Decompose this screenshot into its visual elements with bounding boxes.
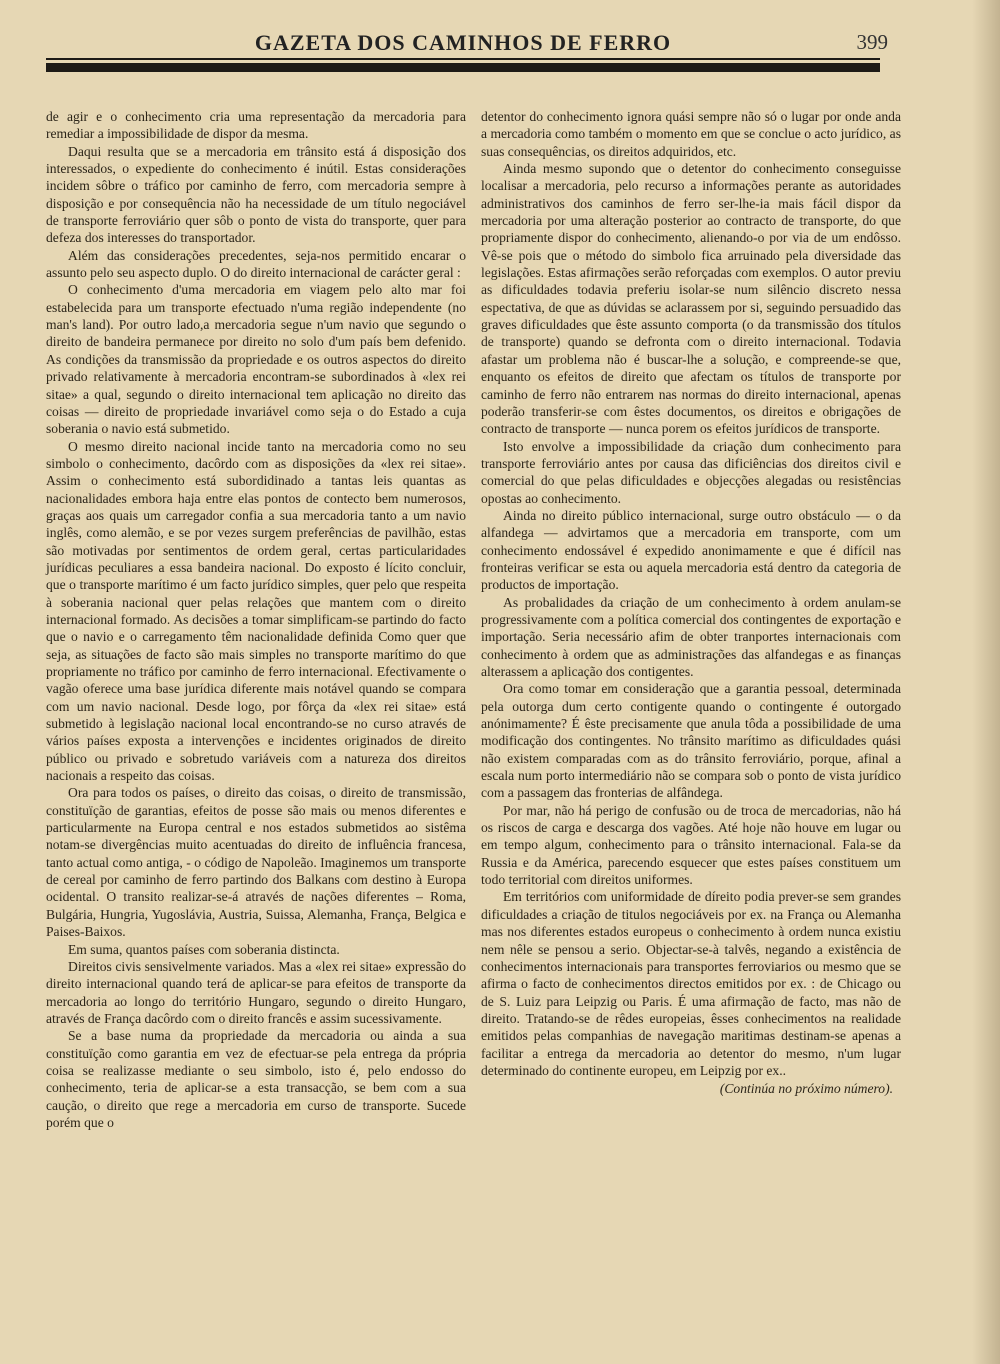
paragraph: de agir e o conhecimento cria uma representação da mercadoria para remediar a impossibilidade de dispor da mesma. (46, 109, 466, 142)
paragraph: Em suma, quantos países com soberania distincta. (68, 941, 340, 957)
right-column (481, 108, 901, 1098)
paragraph: Daqui resulta que se a mercadoria em trânsito está á disposição dos interessados, o expediente do conhecimento é inútil. Estas considerações incidem sôbre o tráfico por caminho de ferro, com mercadoria sempre à disposição e por consequência não ha necessidade de um título negociável de transporte ferroviário quer sôb o ponto de vista do transporte, quer para defeza dos interesses do transportador. (46, 143, 466, 246)
paragraph: Ora para todos os países, o direito das coisas, o direito de transmissão, constituïção de garantias, efeitos de posse são mais ou menos diferentes e particularmente na Europa central e nos estados submetidos ao sistêma notam-se divergências muito acentuadas do direito de influência francesa, tanto actual como antiga, - o código de Napoleão. Imaginemos um transporte de cereal por caminho de ferro partindo dos Balkans com destino à Europa ocidental. O transito realizar-se-á através de nações diferentes – Roma, Bulgária, Hungria, Yugoslávia, Austria, Suissa, Alemanha, França, Belgica e Paises-Baixos. (46, 785, 466, 940)
paragraph: Direitos civis sensivelmente variados. Mas a «lex rei sitae» expressão do direito internacional quando terá de aplicar-se para efeitos de transporte da mercadoria ao longo do território Hungaro, segundo o direito Hungaro, através de França dacôrdo com o direito francês e assim sucessivamente. (46, 958, 466, 1026)
page-number: 399 (856, 30, 888, 54)
page-edge-shadow (972, 0, 1000, 1364)
paragraph: detentor do conhecimento ignora quási sempre não só o lugar por onde anda a mercadoria como também o momento em que se conclue o acto jurídico, as suas consequências, os direitos adquiridos, etc. (481, 109, 901, 159)
paragraph: Em territórios com uniformidade de díreito podia prever-se sem grandes dificuldades a criação de titulos negociáveis por ex. na França ou Alemanha mas nos diferentes estados europeus o conhecimento à ordem nunca existiu nem nêle se pensou a serio. Objectar-se-à talvês, negando a existência de conhecimentos internacionais para transportes ferroviarios ou mesmo que se afirma o facto de conhecimentos directos emitidos por ex. : de Chicago ou de S. Luiz para Leipzig ou Paris. É uma afirmação de facto, mas não de direito. Tratando-se de rêdes europeias, êsses conhecimentos na realidade emitidos pelas companhias de navegação maritimas destinam-se apenas a facilitar a entrega da mercadoria ao detentor do mesmo, n'um lugar determinado do continente europeu, em Leipzig por ex.. (481, 889, 901, 1078)
paragraph: Por mar, não há perigo de confusão ou de troca de mercadorias, não há os riscos de carga e descarga dos vagões. Até hoje não houve em lugar ou em tempo algum, conhecimento para o trânsito internacional. Fala-se da Russia e da América, parecendo esquecer que estes países constituem um todo territorial com direitos uniformes. (481, 802, 901, 888)
paragraph: Ainda mesmo supondo que o detentor do conhecimento conseguisse localisar a mercadoria, pelo recurso a informações perante as autoridades administrativos dos caminhos de ferro ser-lhe-ia mais fácil dispor da mercadoria por uma alteração posterior ao contracto de transporte, do que propriamente dispor do conhecimento, alienando-o por via de um endôsso. Vê-se pois que o método do simbolo fica arruinado pela diversidade das legislações. Estas afirmações serão reforçadas com exemplos. O autor previu as dificuldades todavia preferiu isolar-se num silêncio discreto nessa espectativa, de que as dúvidas se aclarassem por si, seguindo persuadido das graves dificuldades que êste assunto comporta (o da transmissão dos títulos de transporte) quando se defronta com o direito internacional. Todavia afastar um problema não é buscar-lhe a solução, e compreende-se que, enquanto os efeitos de direito que afectam os títulos de transporte por caminho de ferro não entrarem nas normas do direito internacional, apenas poderão transferir-se com êstes documentos, os direitos e obrigações de contracto de transporte — nunca porem os efeitos jurídicos de transporte. (481, 161, 901, 437)
paragraph: O mesmo direito nacional incide tanto na mercadoria como no seu simbolo o conhecimento, dacôrdo com as disposições da «lex rei sitae». Assim o conhecimento está subordidinado a tantas leis quantas as nacionalidades embora haja entre elas pontos de contecto bem numerosos, graças aos quais um carregador confia a sua mercadoria tanto a um navio inglês, como alemão, e se por vezes surgem preferências de pavilhão, estas são motivadas por sentimentos de ordem geral, certas particularidades jurídicas peculiares a essa bandeira nacional. Do exposto é lícito concluir, que o transporte marítimo é um facto jurídico simples, quer pelo que respeita à soberania nacional quer pelas relações que mantem com o direito internacional formado. As decisões a tomar simplificam-se partindo do facto que o navio e o carregamento têm nacionalidade definida Como quer que seja, as situações de facto são mais simples no transporte marítimo do que propriamente no tráfico por caminho de ferro internacional. Efectivamente o vagão oferece uma base jurídica diferente mais notável quando se compara com um navio nacional. Desde logo, por fôrça da «lex rei sitae» está submetido à legislação nacional local encontrando-se no curso através de vários países exposta a intervenções e incidentes originados de direito público ou privado e sobretudo variáveis com a natureza dos direitos nacionais a respeito das coisas. (46, 438, 466, 784)
paragraph: Ora como tomar em consideração que a garantia pessoal, determinada pela outorga dum certo contigente quando o contingente é outorgado anónimamente? É êste precisamente que anula tôda a possibilidade de uma modificação dos contingentes. No trânsito marítimo as dificuldades quási não existem comparadas com as do trânsito ferroviário, porque, afinal a escala num porto intermediário não se compara sob o ponto de vista jurídico com a passagem das fronterias de alfândega. (481, 681, 901, 801)
header-rule-thin (46, 58, 880, 60)
paragraph: Além das considerações precedentes, seja-nos permitido encarar o assunto pelo seu aspecto duplo. O do direito internacional de carácter geral : (46, 247, 466, 281)
paragraph: Isto envolve a impossibilidade da criação dum conhecimento para transporte ferroviário antes por causa das dificiências dos direitos civil e comercial do que pelas dificuldades e objecções alegadas ou resistências opostas ao conhecimento. (481, 438, 901, 506)
paragraph: Ainda no direito público internacional, surge outro obstáculo — o da alfandega — advirtamos que a mercadoria em transporte, com um conhecimento endossável é expedido anonimamente e que é difícil nas fronteiras verificar se esta ou aquela mercadoria está dentro da categoria de productos de importação. (481, 507, 901, 593)
header-rule-thick (46, 63, 880, 72)
page-header (46, 30, 888, 56)
continuation-note: (Continúa no próximo número). (719, 1081, 893, 1097)
left-column (46, 108, 466, 1131)
publication-title: GAZETA DOS CAMINHOS DE FERRO (254, 30, 672, 55)
paragraph: O conhecimento d'uma mercadoria em viagem pelo alto mar foi estabelecida para um transporte efectuado n'uma região independente (no man's land). Por outro lado,a mercadoria segue n'um navio que segundo o direito de bandeira permanece por direito no solo d'um país bem defenido. As condições da transmissão da propriedade e os outros aspectos do direito privado relativamente à mercadoria encontram-se subordinados à «lex rei sitae» a qual, segundo o direito internacional tem aplicação no direito das coisas — direito de propriedade invariável como seja o do Estado a cuja soberania o navio está submetido. (46, 282, 466, 437)
paragraph: As probalidades da criação de um conhecimento à ordem anulam-se progressivamente com a política comercial dos contingentes de exportação e importação. Seria necessário afim de obter tranportes internacionais com conhecimento à ordem que as administrações das alfandegas e as finanças alterassem a aplicação dos contigentes. (481, 594, 901, 679)
paragraph: Se a base numa da propriedade da mercadoria ou ainda a sua constituïção como garantia em vez de efectuar-se pela entrega da própria coisa se realizasse mediante o seu simbolo, isto é, pelo endosso do conhecimento, teria de aplicar-se a esta transacção, se bem com a sua caução, o direito que rege a mercadoria em curso de transporte. Sucede porém que o (46, 1028, 466, 1130)
